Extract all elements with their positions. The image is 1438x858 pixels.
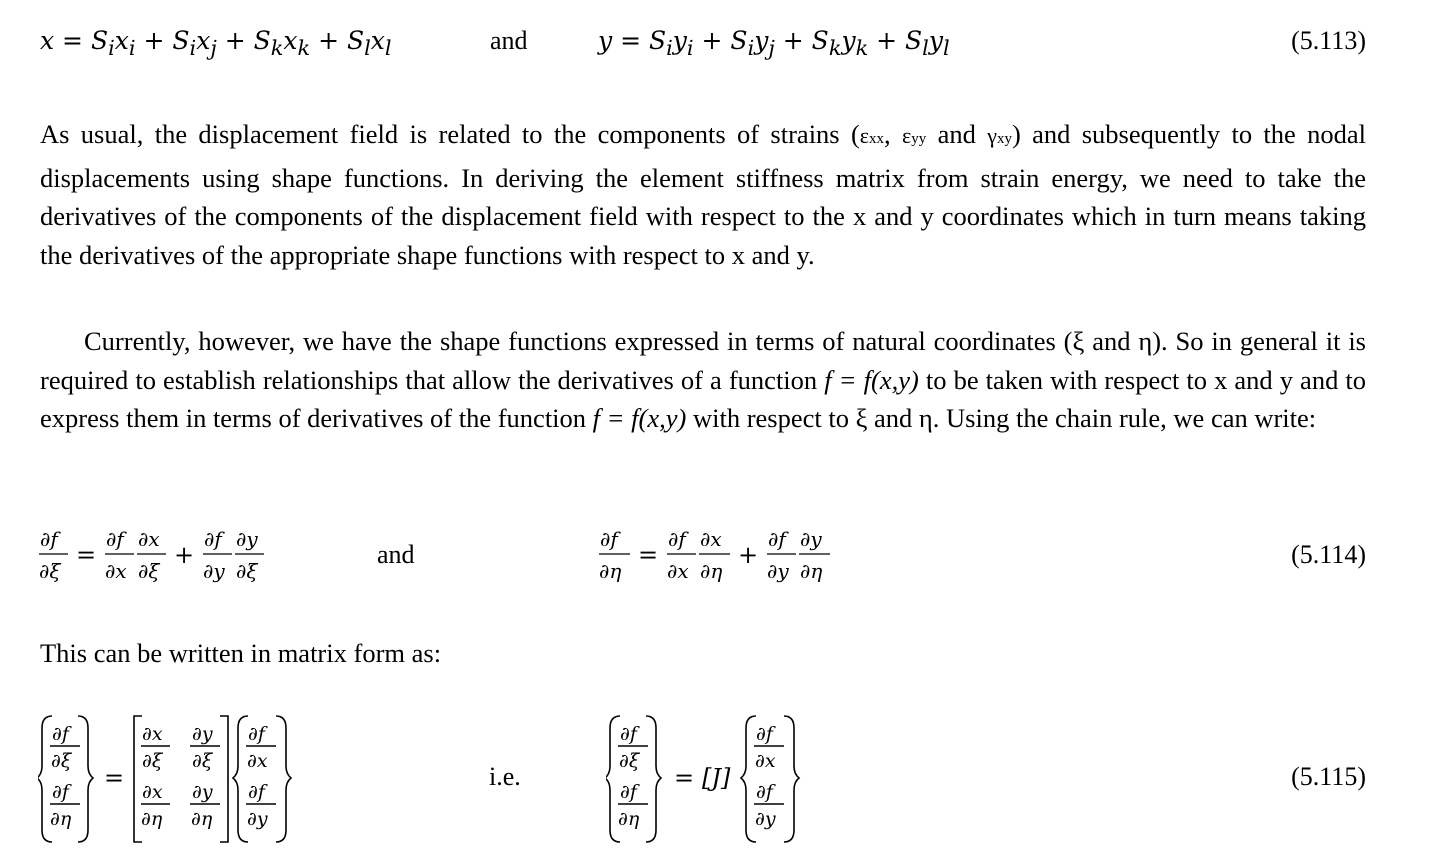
denominator: ∂y <box>203 559 225 583</box>
subscript-xx: xx <box>869 131 885 147</box>
denominator: ∂y <box>247 808 268 830</box>
fraction-df-dy <box>767 527 796 583</box>
denominator: ∂ξ <box>619 750 640 772</box>
close-brace <box>78 716 93 842</box>
function-expression: f = f(x,y) <box>824 364 919 395</box>
denominator: ∂x <box>105 559 127 583</box>
text-run: As usual, the displacement field is related to the components of strains ( <box>40 119 860 149</box>
denominator: ∂η <box>599 559 622 583</box>
epsilon-symbol: ε <box>902 123 912 148</box>
equation-connector-ie: i.e. <box>489 762 521 791</box>
denominator: ∂ξ <box>142 750 163 772</box>
paragraph-text <box>40 322 1366 438</box>
jacobian-symbol: [J] <box>702 764 731 792</box>
numerator: ∂f <box>756 781 773 803</box>
subscript-yy: yy <box>911 131 927 147</box>
equation-y-expression: $y = S_iy_i + S_iy_j + S_ky_k + S_ly_l$ <box>598 26 950 60</box>
fraction-dx-dxi <box>137 527 166 583</box>
numerator: ∂y <box>236 527 258 551</box>
equals-sign: = <box>104 764 125 792</box>
denominator: ∂ξ <box>192 750 213 772</box>
denominator: ∂ξ <box>138 559 160 583</box>
numerator: ∂y <box>800 527 822 551</box>
close-bracket <box>220 716 228 842</box>
equation-5-113 <box>0 22 1438 66</box>
numerator: ∂f <box>620 781 637 803</box>
denominator: ∂y <box>767 559 789 583</box>
paragraph-text: This can be written in matrix form as: <box>40 638 442 668</box>
denominator: ∂x <box>667 559 689 583</box>
numerator: ∂f <box>52 723 69 745</box>
numerator: ∂f <box>768 527 786 551</box>
text-run: Currently, however, we have the shape functions expressed in terms of natural coordinates (ξ and η). So in general it is required to establish relationships that allow the derivatives of a function <box>40 326 1366 395</box>
paragraph-natural-coordinates <box>40 322 1366 438</box>
numerator: ∂f <box>40 527 58 551</box>
close-brace <box>276 716 291 842</box>
right-brace-vector <box>233 716 291 842</box>
denominator: ∂x <box>755 750 776 772</box>
numerator: ∂f <box>600 527 618 551</box>
equation-5-115 <box>0 712 1438 847</box>
numerator: ∂f <box>620 723 637 745</box>
chain-rule-eta <box>598 522 878 592</box>
denominator: ∂ξ <box>51 750 72 772</box>
text-run: to be taken with respect to x and y and to express them in terms of derivatives of the function <box>40 364 1367 434</box>
numerator: ∂f <box>756 723 773 745</box>
fraction-df-dy <box>203 527 232 583</box>
close-brace <box>784 716 799 842</box>
fraction-df-dx <box>667 527 696 583</box>
equals-sign: = <box>76 541 97 569</box>
equation-connector-and: and <box>490 26 528 55</box>
equals-sign: = <box>674 764 695 792</box>
fraction-dx-deta <box>699 527 730 583</box>
denominator: ∂η <box>800 559 823 583</box>
text-run: and <box>926 119 988 149</box>
function-expression: f = f(x,y) <box>592 403 687 434</box>
denominator: ∂ξ <box>236 559 258 583</box>
denominator: ∂y <box>755 808 776 830</box>
denominator: ∂η <box>191 808 213 830</box>
numerator: ∂f <box>52 781 69 803</box>
numerator: ∂x <box>142 723 163 745</box>
equation-number: (5.113) <box>1291 26 1366 55</box>
numerator: ∂x <box>700 527 722 551</box>
subscript-xy: xy <box>996 131 1012 147</box>
equals-sign: = <box>638 541 659 569</box>
text-run: , <box>884 119 903 149</box>
numerator: ∂f <box>248 781 265 803</box>
fraction-df-deta <box>599 527 630 583</box>
epsilon-symbol: ε <box>859 123 870 148</box>
numerator: ∂f <box>248 723 265 745</box>
equation-number: (5.114) <box>1291 540 1366 569</box>
fraction-dy-dxi <box>235 527 264 583</box>
numerator: ∂y <box>192 723 213 745</box>
text-run: with respect to ξ and η. Using the chain rule, we can write: <box>686 403 1317 434</box>
paragraph-text <box>40 115 1366 274</box>
equation-number: (5.115) <box>1291 762 1366 791</box>
paragraph-matrix-form <box>40 634 1366 673</box>
numerator: ∂f <box>204 527 222 551</box>
fraction-df-dx <box>105 527 134 583</box>
denominator: ∂η <box>50 808 72 830</box>
jacobian-equation <box>606 712 836 847</box>
right-brace-vector <box>741 716 799 842</box>
numerator: ∂y <box>192 781 213 803</box>
left-brace-vector <box>38 716 93 842</box>
equation-connector-and: and <box>377 540 415 569</box>
equation-x-expression: $x = S_ix_i + S_ix_j + S_kx_k + S_lx_l$ <box>40 26 392 60</box>
denominator: ∂η <box>618 808 640 830</box>
fraction-df-dxi <box>39 527 68 583</box>
gamma-symbol: γ <box>987 123 997 148</box>
denominator: ∂x <box>247 750 268 772</box>
denominator: ∂η <box>700 559 723 583</box>
paragraph-strains <box>40 115 1366 274</box>
text-run: ) and subsequently to the nodal displacements using shape functions. In deriving the element stiffness matrix from strain energy, we need to take the derivatives of the components of the displacement field with respect to the x and y coordinates which in turn means taking the derivatives of the appropriate shape functions with respect to x and y. <box>40 119 1367 270</box>
numerator: ∂f <box>668 527 686 551</box>
open-brace <box>741 716 756 842</box>
chain-rule-xi <box>38 522 318 592</box>
numerator: ∂x <box>142 781 163 803</box>
left-brace-vector <box>606 716 661 842</box>
numerator: ∂f <box>106 527 124 551</box>
jacobian-matrix <box>134 716 228 842</box>
denominator: ∂η <box>141 808 163 830</box>
denominator: ∂ξ <box>39 559 61 583</box>
close-brace <box>646 716 661 842</box>
fraction-dy-deta <box>799 527 830 583</box>
plus-sign: + <box>174 541 195 569</box>
matrix-equation <box>38 712 338 847</box>
equation-5-114 <box>0 522 1438 592</box>
plus-sign: + <box>738 541 759 569</box>
open-brace <box>233 716 248 842</box>
numerator: ∂x <box>138 527 160 551</box>
